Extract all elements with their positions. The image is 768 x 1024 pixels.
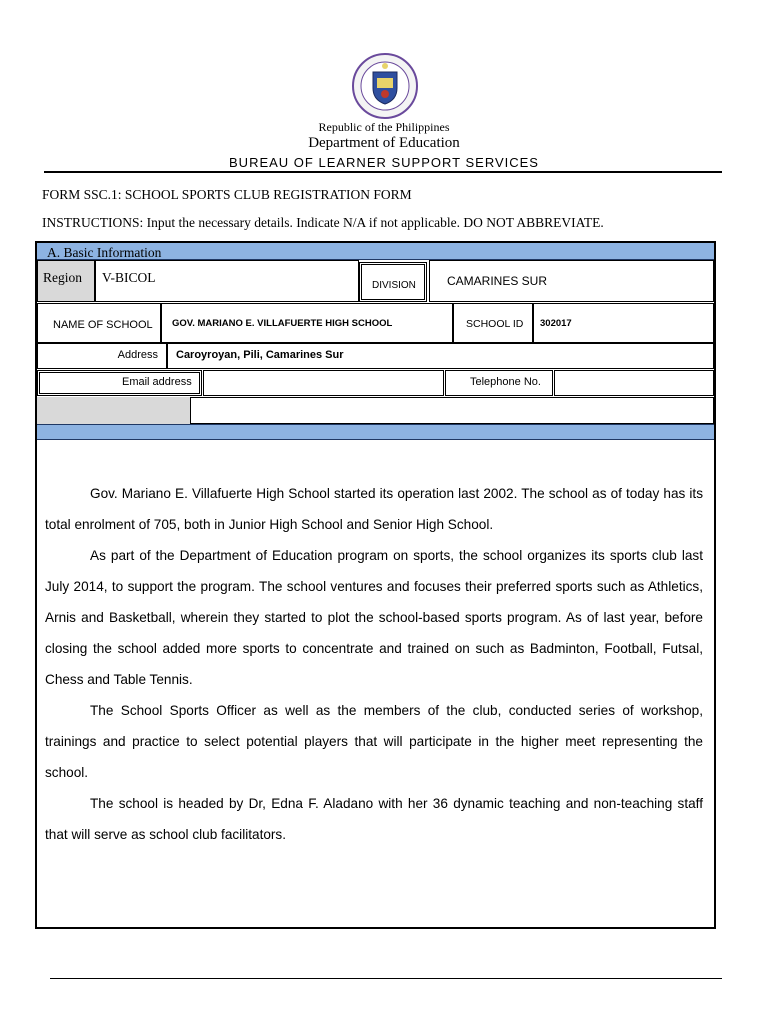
school-name-label: NAME OF SCHOOL xyxy=(53,319,153,331)
division-label: DIVISION xyxy=(372,280,416,291)
region-field[interactable] xyxy=(95,260,359,302)
header-divider xyxy=(44,171,722,173)
address-label-cell xyxy=(37,343,167,369)
address-field[interactable] xyxy=(167,343,714,369)
section-header-bar xyxy=(37,243,714,260)
deped-seal-icon xyxy=(348,52,422,120)
division-value: CAMARINES SUR xyxy=(447,274,548,288)
blank-field[interactable] xyxy=(190,397,714,424)
school-name-value: GOV. MARIANO E. VILLAFUERTE HIGH SCHOOL xyxy=(172,318,393,329)
telephone-label-cell xyxy=(445,370,553,396)
telephone-field[interactable] xyxy=(554,370,714,396)
school-name-label-cell xyxy=(37,303,161,343)
department-name: Department of Education xyxy=(308,135,460,151)
paragraph: The school is headed by Dr, Edna F. Aladano with her 36 dynamic teaching and non-teaching staff that will serve as school club facilitators. xyxy=(45,796,703,842)
region-label-cell xyxy=(37,260,95,302)
school-profile-text xyxy=(45,478,703,850)
school-name-field[interactable] xyxy=(161,303,453,343)
school-id-value: 302017 xyxy=(540,318,572,329)
paragraph: As part of the Department of Education program on sports, the school organizes its sports club last July 2014, to support the program. The school ventures and focuses their preferred sports such as Athletics, Arnis and Basketball, wherein they started to plot the school-based sports program. As of last year, before closing the school added more sports to concentrate and trained on such as Badminton, Football, Futsal, Chess and Table Tennis. xyxy=(45,548,703,687)
email-field[interactable] xyxy=(203,370,444,396)
region-label: Region xyxy=(43,270,82,285)
section-title: A. Basic Information xyxy=(47,245,162,260)
footer-divider xyxy=(50,978,722,979)
form-title: FORM SSC.1: SCHOOL SPORTS CLUB REGISTRATION FORM xyxy=(42,187,412,202)
address-value: Caroyroyan, Pili, Camarines Sur xyxy=(176,349,344,361)
telephone-label: Telephone No. xyxy=(470,376,541,388)
form-frame xyxy=(35,241,716,929)
blank-label-cell xyxy=(37,397,190,424)
address-label: Address xyxy=(117,349,158,361)
republic-line: Republic of the Philippines xyxy=(318,120,450,134)
division-label-cell xyxy=(359,262,427,302)
section-divider-bar xyxy=(37,424,714,440)
school-id-field[interactable] xyxy=(533,303,714,343)
region-value: V-BICOL xyxy=(102,270,156,285)
school-id-label-cell xyxy=(453,303,533,343)
email-label-cell xyxy=(37,370,202,396)
instructions: INSTRUCTIONS: Input the necessary details. Indicate N/A if not applicable. DO NOT ABBREVIATE. xyxy=(42,215,604,230)
paragraph: The School Sports Officer as well as the members of the club, conducted series of workshop, trainings and practice to select potential players that will participate in the higher meet representing the school. xyxy=(45,703,703,780)
paragraph: Gov. Mariano E. Villafuerte High School started its operation last 2002. The school as of today has its total enrolment of 705, both in Junior High School and Senior High School. xyxy=(45,486,703,532)
bureau-name: BUREAU OF LEARNER SUPPORT SERVICES xyxy=(229,155,539,170)
email-label: Email address xyxy=(122,376,192,388)
school-id-label: SCHOOL ID xyxy=(466,318,524,330)
division-field[interactable] xyxy=(429,260,714,302)
